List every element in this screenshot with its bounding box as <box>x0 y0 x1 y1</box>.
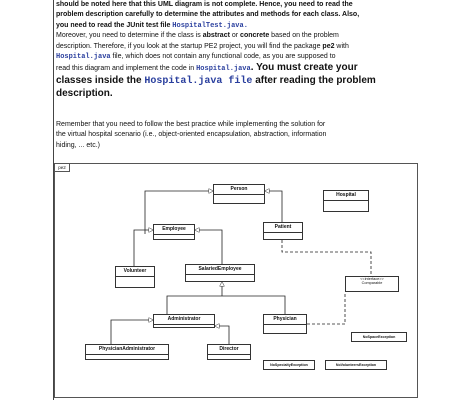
interface-stereotype: <<interface>> <box>360 277 384 281</box>
class-hospital: Hospital <box>323 190 369 212</box>
line: the virtual hospital scenario (i.e., object-oriented encapsulation, abstraction, information <box>56 131 327 139</box>
line: should be noted here that this UML diagram is not complete. Hence, you need to read the <box>56 1 353 8</box>
line: classes inside the Hospital.java file after reading the problem <box>56 74 376 87</box>
package-tab: pe2 <box>55 164 70 172</box>
line: problem description carefully to determine the attributes and methods for each class. Also, <box>56 11 360 19</box>
class-no-specialty-exception: NoSpecialtyException <box>263 360 315 370</box>
class-patient: Patient <box>263 222 303 240</box>
class-physician: Physician <box>263 314 307 334</box>
interface-comparable <box>345 276 399 292</box>
paragraph-best-practice <box>56 120 420 151</box>
interface-name: Comparable <box>361 281 383 285</box>
class-physician-administrator: PhysicianAdministrator <box>85 344 169 360</box>
line: description. Therefore, if you look at the startup PE2 project, you will find the package pe2 with <box>56 42 349 50</box>
class-volunteer: Volunteer <box>115 266 155 288</box>
line: you need to read the JUnit test file HospitalTest.java. <box>56 21 248 30</box>
class-person: Person <box>213 184 265 204</box>
filename-hospitaltest: HospitalTest.java. <box>172 21 248 30</box>
line: Moreover, you need to determine if the class is abstract or concrete based on the problem <box>56 32 339 40</box>
paragraph-instructions <box>56 0 420 101</box>
class-salaried-employee: SalariedEmployee <box>185 264 255 282</box>
class-no-space-exception: NoSpaceException <box>351 332 407 342</box>
uml-class-diagram <box>54 163 418 398</box>
line: hiding, ... etc.) <box>56 141 100 149</box>
line: Remember that you need to follow the best practice while implementing the solution for <box>56 121 326 128</box>
class-administrator: Administrator <box>153 314 215 328</box>
class-director: Director <box>207 344 251 360</box>
class-employee: Employee <box>153 224 195 240</box>
line: read this diagram and implement the code in Hospital.java. You must create your <box>56 62 358 74</box>
line: description. <box>56 88 113 100</box>
class-no-volunteers-exception: NoVolunteersException <box>325 360 387 370</box>
filename-hospital: Hospital.java <box>56 53 111 62</box>
line: Hospital.java file, which does not contain any functional code, as you are supposed to <box>56 53 336 62</box>
